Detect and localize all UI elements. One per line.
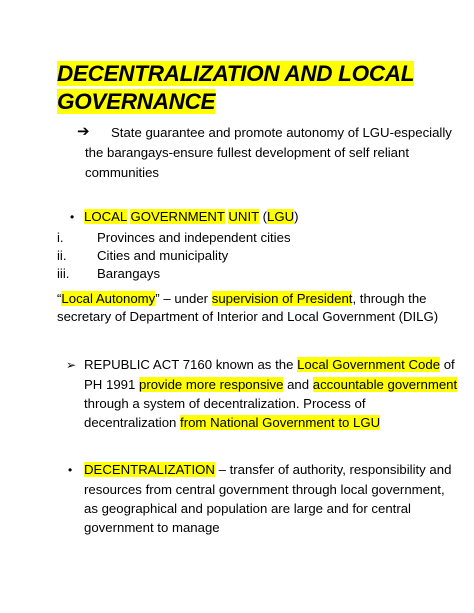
document-title: [57, 60, 437, 116]
arrow-right-icon: ➔: [77, 123, 90, 140]
lgu-heading-abbrev: LGU: [266, 209, 295, 224]
chevron-arrow-icon: ➢: [66, 358, 77, 372]
decentralization-line-3: as geographical and population are large and for central: [84, 501, 411, 516]
ra-line-4: [84, 413, 380, 433]
responsive-highlight: provide more responsive: [139, 377, 284, 392]
decentralization-line-1-text: – transfer of authority, responsibility and: [214, 462, 452, 477]
lgu-heading-paren-close: ): [294, 209, 299, 224]
ra-line-1-tail: of: [440, 357, 455, 372]
list-numeral: ii.: [57, 248, 67, 263]
title-line-1: DECENTRALIZATION AND LOCAL: [57, 61, 415, 86]
open-quote: “: [57, 291, 62, 306]
list-numeral: i.: [57, 230, 64, 245]
decentralization-line-4: government to manage: [84, 520, 220, 535]
accountable-highlight: accountable government: [312, 377, 458, 392]
ra-line-1: [84, 355, 455, 375]
lgu-heading-unit: UNIT: [228, 209, 259, 224]
section1-line-3: communities: [85, 165, 160, 180]
ra-line-1-text: REPUBLIC ACT 7160 known as the: [84, 357, 298, 372]
national-to-lgu-highlight: from National Government to LGU: [180, 415, 381, 430]
section1-line-2: the barangays-ensure fullest development of self reliant: [85, 145, 410, 160]
decentralization-line-2: resources from central government through local government,: [84, 482, 445, 497]
local-autonomy-term: Local Autonomy: [61, 291, 156, 306]
ra-line-2: [84, 375, 457, 395]
ra-line-2-text: PH 1991: [84, 377, 139, 392]
list-item: Barangays: [97, 266, 161, 281]
bullet-icon: •: [68, 463, 73, 477]
decentralization-term: DECENTRALIZATION: [84, 462, 215, 477]
supervision-highlight: supervision of President: [211, 291, 353, 306]
list-item: Cities and municipality: [97, 248, 229, 263]
list-item: Provinces and independent cities: [97, 230, 291, 245]
bullet-icon: •: [70, 210, 75, 224]
decentralization-line-1: [84, 460, 451, 480]
list-numeral: iii.: [57, 266, 70, 281]
ra-line-3: through a system of decentralization. Process of: [84, 396, 366, 411]
local-autonomy-tail: , through the: [352, 291, 427, 306]
title-line-2: GOVERNANCE: [57, 89, 216, 114]
ra-line-4-text: decentralization: [84, 415, 181, 430]
ra-line-2-and: and: [283, 377, 313, 392]
local-government-code-highlight: Local Government Code: [297, 357, 441, 372]
close-quote: ”: [155, 291, 160, 306]
local-autonomy-line-2: secretary of Department of Interior and Local Government (DILG): [57, 309, 439, 324]
lgu-heading: [84, 207, 299, 227]
local-autonomy-line-1: [57, 289, 427, 309]
section1-line-1: State guarantee and promote autonomy of LGU-especially: [111, 125, 452, 140]
local-autonomy-connector: – under: [159, 291, 212, 306]
lgu-heading-government: GOVERNMENT: [130, 209, 225, 224]
lgu-heading-local: LOCAL: [84, 209, 127, 224]
lgu-heading-paren-open: (: [258, 209, 267, 224]
